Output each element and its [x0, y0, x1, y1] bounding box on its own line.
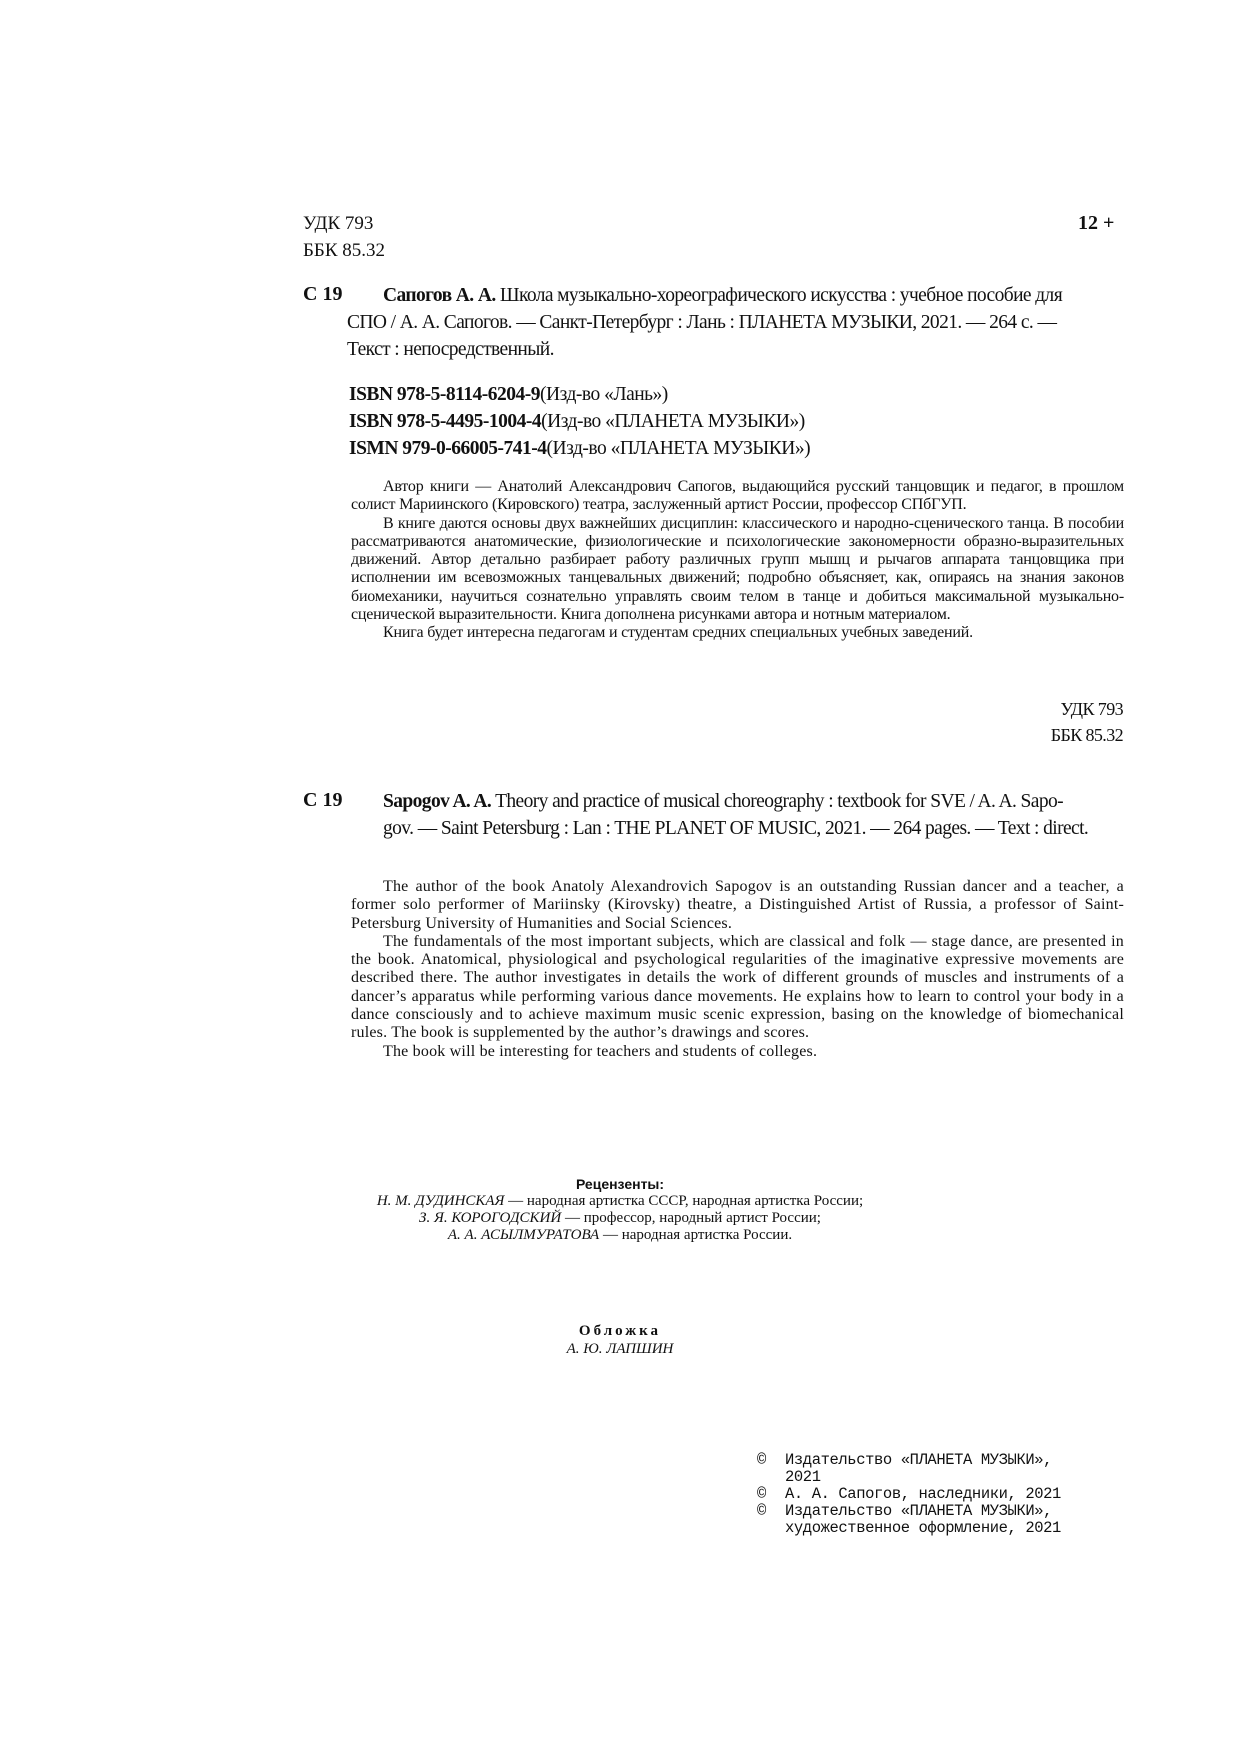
ru-entry-line-1: [383, 282, 1123, 309]
ru-entry-author: Сапогов А. А.: [383, 285, 496, 306]
isbn-row: [349, 408, 810, 435]
en-bibliographic-entry: [383, 788, 1123, 842]
ru-abstract: [351, 478, 1124, 643]
isbn-publisher: (Изд-во «ПЛАНЕТА МУЗЫКИ»): [546, 438, 811, 459]
isbn-row: [349, 435, 810, 462]
reviewer-line: [0, 1227, 1240, 1244]
isbn-publisher: (Изд-во «ПЛАНЕТА МУЗЫКИ»): [541, 411, 805, 432]
age-rating: 12 +: [1078, 212, 1115, 234]
copyright-text: Издательство «ПЛАНЕТА МУЗЫКИ», художественное оформление, 2021: [785, 1502, 1061, 1537]
reviewers-heading: Рецензенты:: [575, 1176, 665, 1192]
cover-heading: Обложка: [578, 1323, 662, 1339]
en-abstract-paragraph: The author of the book Anatoly Alexandrovich Sapogov is an outstanding Russian dancer and a teacher, a former solo performer of Mariinsky (Kirovsky) theatre, a Distinguished Artist of Russia, a professor of Saint-Petersburg University of Humanities and Social Sciences.: [351, 878, 1124, 932]
en-entry-author: Sapogov A. A.: [383, 791, 492, 812]
reviewer-name: А. А. АСЫЛМУРАТОВА: [447, 1227, 600, 1243]
ru-entry-line-2: СПО / А. А. Сапогов. — Санкт-Петербург : Лань : ПЛАНЕТА МУЗЫКИ, 2021. — 264 с. —: [347, 312, 1057, 333]
en-entry-code: С 19: [303, 789, 343, 811]
en-abstract-paragraph: The book will be interesting for teachers and students of colleges.: [383, 1042, 818, 1060]
copyright-icon: ©: [757, 1502, 766, 1520]
reviewer-name: Н. М. ДУДИНСКАЯ: [376, 1193, 505, 1209]
reviewers-block: [0, 1176, 1240, 1244]
ru-abstract-paragraph: Автор книги — Анатолий Александрович Сапогов, выдающийся русский танцовщик и педагог, в прошлом солист Мариинского (Кировского) театра, заслуженный артист России, профессор СПбГУП.: [351, 478, 1124, 514]
cover-designer: А. Ю. ЛАПШИН: [566, 1341, 674, 1357]
reviewer-line: [0, 1193, 1240, 1210]
bbk-code-right: ББК 85.32: [1050, 725, 1123, 745]
ru-entry-line-3: Текст : непосредственный.: [347, 339, 554, 360]
copyright-line: [757, 1486, 1127, 1503]
classification-block: [303, 210, 385, 264]
copyright-block: [757, 1452, 1127, 1537]
classification-right: [1051, 696, 1123, 748]
ru-bibliographic-entry: [347, 282, 1123, 363]
reviewer-line: [0, 1210, 1240, 1227]
reviewer-title: — народная артистка России.: [599, 1227, 793, 1243]
reviewer-title: — народная артистка СССР, народная артистка России;: [504, 1193, 864, 1209]
cover-credit: [0, 1322, 1240, 1358]
isbn-list: [349, 381, 810, 462]
bbk-code: ББК 85.32: [303, 240, 385, 261]
ismn-number: ISMN 979-0-66005-741-4: [349, 438, 547, 459]
isbn-number: ISBN 978-5-8114-6204-9: [349, 384, 541, 405]
en-abstract: [351, 878, 1124, 1061]
ru-entry-title: Школа музыкально-хореографического искусства : учебное пособие для: [499, 285, 1063, 306]
isbn-publisher: (Изд-во «Лань»): [540, 384, 668, 405]
udk-code-right: УДК 793: [1060, 699, 1123, 719]
reviewer-title: — профессор, народный артист России;: [561, 1210, 821, 1226]
reviewer-name: З. Я. КОРОГОДСКИЙ: [419, 1210, 562, 1226]
en-entry-line-1: [383, 788, 1123, 815]
copyright-text: А. А. Сапогов, наследники, 2021: [785, 1485, 1061, 1503]
ru-abstract-paragraph: Книга будет интересна педагогам и студентам средних специальных учебных заведений.: [383, 624, 973, 642]
copyright-icon: ©: [757, 1485, 766, 1503]
udk-code: УДК 793: [303, 213, 374, 234]
en-abstract-paragraph: The fundamentals of the most important subjects, which are classical and folk — stage dance, are presented in the book. Anatomical, physiological and psychological regularities of the imaginative expressive movements are described there. The author investigates in details the work of different grounds of muscles and instruments of a dancer’s apparatus while performing various dance movements. He explains how to learn to control your body in a dance consciously and to achieve maximum music scenic expression, basing on the knowledge of biomechanical rules. The book is supplemented by the author’s drawings and scores.: [351, 932, 1124, 1042]
isbn-number: ISBN 978-5-4495-1004-4: [349, 411, 542, 432]
ru-entry-code: С 19: [303, 283, 343, 305]
copyright-text: Издательство «ПЛАНЕТА МУЗЫКИ», 2021: [785, 1451, 1053, 1486]
en-entry-line-2: gov. — Saint Petersburg : Lan : THE PLANET OF MUSIC, 2021. — 264 pages. — Text : direct.: [383, 818, 1089, 839]
copyright-line: [757, 1503, 1127, 1537]
copyright-line: [757, 1452, 1127, 1486]
copyright-icon: ©: [757, 1451, 766, 1469]
ru-abstract-paragraph: В книге даются основы двух важнейших дисциплин: классического и народно-сценического танца. В пособии рассматриваются анатомические, физиологические и психологические закономерности образно-выразительных движений. Автор детально разбирает работу различных групп мышц и рычагов аппарата танцовщика при исполнении им всевозможных танцевальных движений; подробно объясняет, как, опираясь на знания законов биомеханики, научиться сознательно управлять своим телом в танце и добиться максимальной музыкально-сценической выразительности. Книга дополнена рисунками автора и нотным материалом.: [351, 514, 1124, 624]
en-entry-title: Theory and practice of musical choreography : textbook for SVE / A. A. Sapo-: [495, 791, 1064, 812]
isbn-row: [349, 381, 810, 408]
